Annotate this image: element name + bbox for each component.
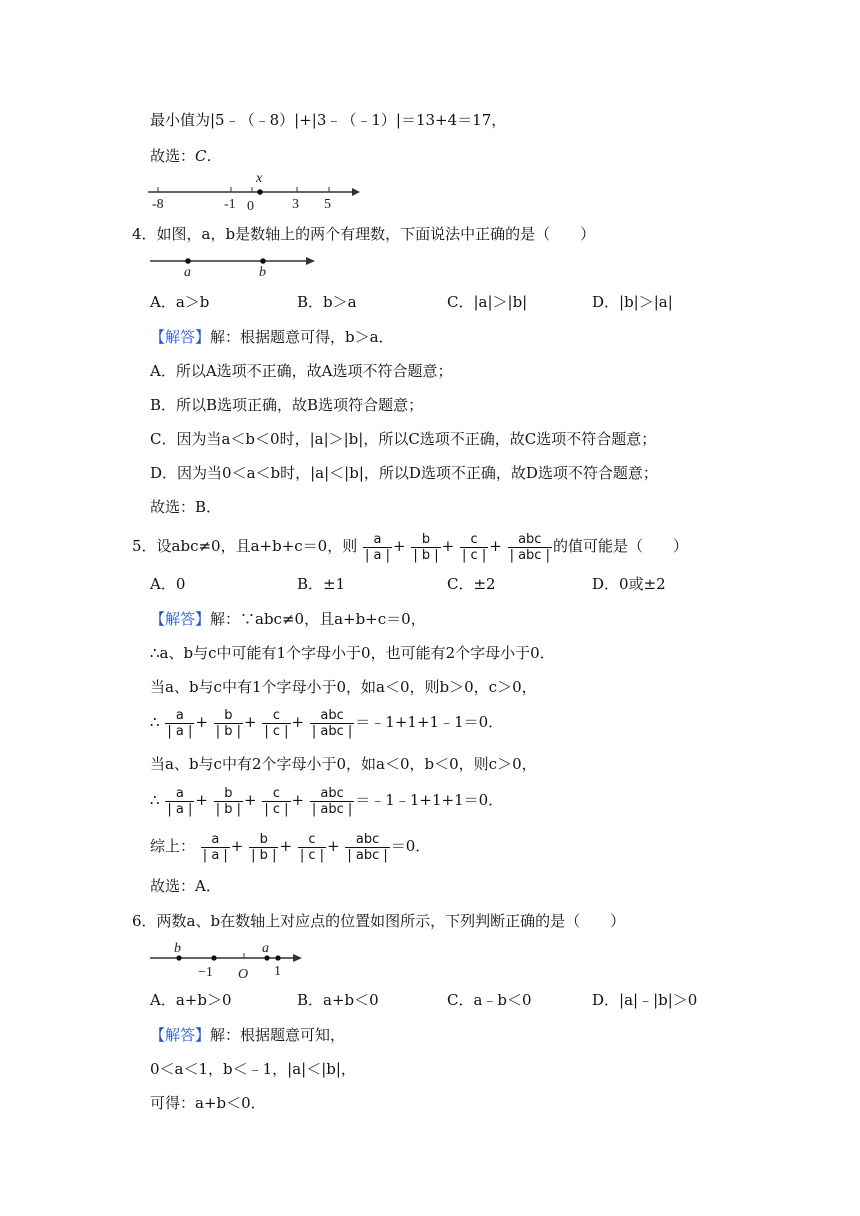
q5-stem: 5．设abc≠0，且a+b+c＝0，则 a | a | + b | b | + c | c | + abc | abc | 的值可能是（ ） — [132, 530, 688, 563]
q4-number-line — [150, 254, 320, 280]
tick-label: -1 — [224, 197, 236, 212]
q4-option-c: C．|a|＞|b| — [447, 293, 528, 311]
point-label-b: b — [174, 941, 181, 956]
q6-solution-line: 0＜a＜1，b＜﹣1，|a|＜|b|， — [150, 1060, 356, 1078]
q6-solution-line: 【解答】解：根据题意可知， — [150, 1026, 346, 1044]
q5-answer: 故选：A． — [150, 877, 221, 895]
origin-label: O — [238, 967, 249, 982]
q4-solution-line: B．所以B选项正确，故B选项符合题意； — [150, 396, 424, 414]
q4-option-a: A．a＞b — [150, 293, 210, 311]
tick-label: 3 — [292, 197, 299, 212]
q5-options — [0, 574, 860, 594]
q6-solution-line: 可得：a+b＜0． — [150, 1094, 266, 1112]
q5-equation-1: ∴ a | a | + b | b | + c | c | + abc | abc | ＝﹣1+1+1﹣1＝0． — [150, 705, 503, 739]
q5-option-d: D．0或±2 — [592, 575, 666, 593]
tick-label: −1 — [198, 965, 213, 980]
point-label-x: x — [256, 171, 263, 186]
q4-answer: 故选：B． — [150, 498, 222, 516]
point-label-a: a — [262, 941, 269, 956]
number-line-x — [146, 168, 361, 212]
tick-label: -8 — [152, 197, 164, 212]
q4-solution-line: D．因为当0＜a＜b时，|a|＜|b|，所以D选项不正确，故D选项不符合题意； — [150, 464, 658, 482]
min-value-line: 最小值为|5﹣（﹣8）|+|3﹣（﹣1）|＝13+4＝17， — [150, 111, 507, 129]
q5-option-a: A．0 — [150, 575, 186, 593]
q6-option-d: D．|a|﹣|b|＞0 — [592, 991, 698, 1009]
q6-option-a: A．a+b＞0 — [150, 991, 232, 1009]
q4-option-b: B．b＞a — [297, 293, 357, 311]
point-label-b: b — [259, 265, 266, 280]
q5-solution-line: ∴a、b与c中可能有1个字母小于0，也可能有2个字母小于0． — [150, 644, 555, 662]
q4-solution-line: 【解答】解：根据题意可得，b＞a． — [150, 328, 394, 346]
q4-solution-line: C．因为当a＜b＜0时，|a|＞|b|，所以C选项不正确，故C选项不符合题意； — [150, 430, 657, 448]
q6-number-line — [150, 938, 310, 980]
q6-option-b: B．a+b＜0 — [297, 991, 379, 1009]
tick-label: 5 — [324, 197, 331, 212]
q5-summary: 综上： a | a | + b | b | + c | c | + abc | abc | ＝0． — [150, 829, 430, 863]
q4-stem: 4．如图，a，b是数轴上的两个有理数，下面说法中正确的是（ ） — [132, 225, 596, 243]
q5-option-c: C．±2 — [447, 575, 496, 593]
q4-solution-line: A．所以A选项不正确，故A选项不符合题意； — [150, 362, 453, 380]
q5-solution-line: 当a、b与c中有2个字母小于0，如a＜0，b＜0，则c＞0， — [150, 755, 537, 773]
q4-options — [0, 292, 860, 312]
q5-solution-line: 【解答】解：∵abc≠0，且a+b+c＝0， — [150, 610, 426, 628]
q6-stem: 6．两数a、b在数轴上对应点的位置如图所示，下列判断正确的是（ ） — [132, 912, 626, 930]
q5-equation-2: ∴ a | a | + b | b | + c | c | + abc | abc | ＝﹣1﹣1+1+1＝0． — [150, 783, 503, 817]
answer-line: 故选：C． — [150, 147, 222, 165]
tick-label: 1 — [274, 964, 281, 979]
tick-label: 0 — [247, 199, 254, 214]
q5-solution-line: 当a、b与c中有1个字母小于0，如a＜0，则b＞0，c＞0， — [150, 678, 537, 696]
q6-option-c: C．a﹣b＜0 — [447, 991, 532, 1009]
q5-option-b: B．±1 — [297, 575, 346, 593]
point-label-a: a — [184, 265, 191, 280]
q6-options — [0, 990, 860, 1010]
q4-option-d: D．|b|＞|a| — [592, 293, 673, 311]
